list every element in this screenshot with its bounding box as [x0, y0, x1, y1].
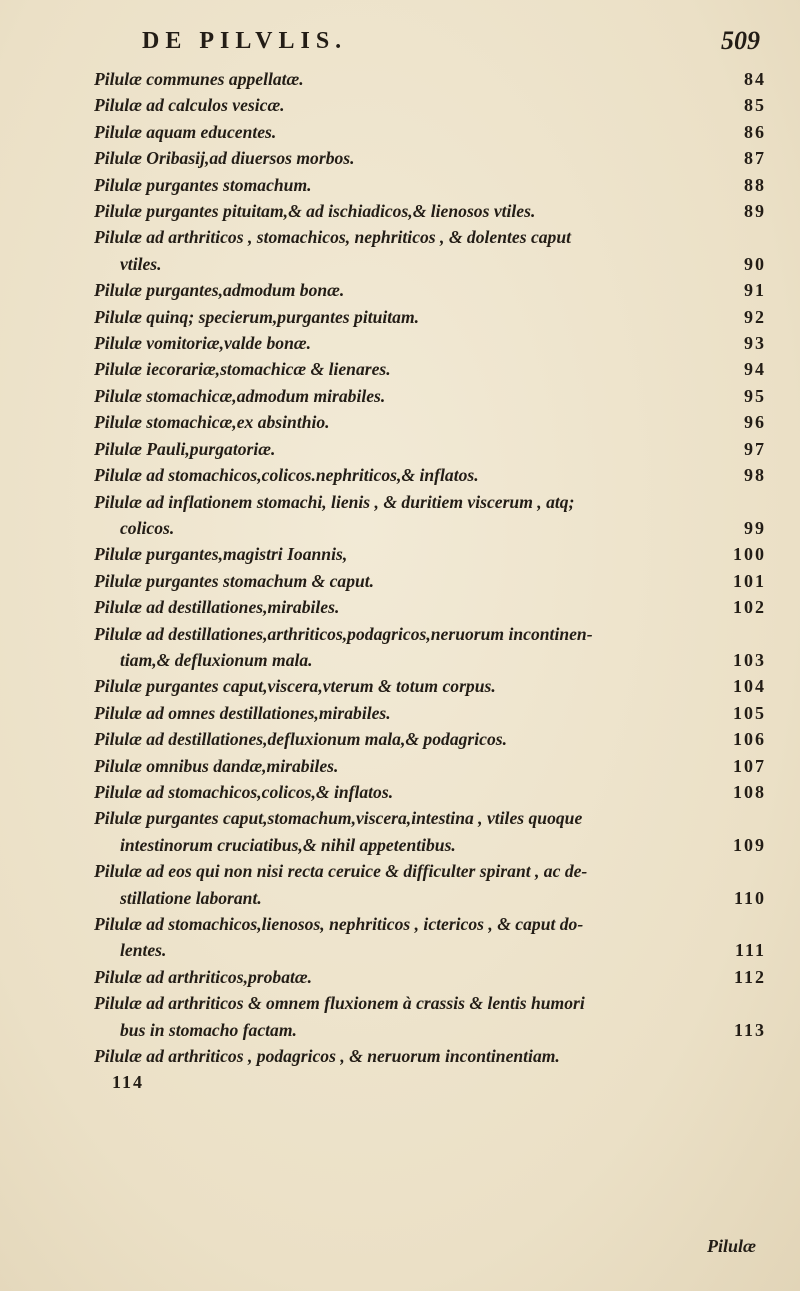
entry-continuation: lentes. — [120, 940, 167, 961]
index-entry — [94, 990, 772, 1043]
index-entry — [94, 436, 772, 462]
entry-page-number: 96 — [744, 412, 766, 433]
index-entry — [94, 462, 772, 488]
entry-page-number: 107 — [733, 755, 766, 776]
index-entry — [94, 673, 772, 699]
entry-page-number: 98 — [744, 465, 766, 486]
entry-title: Pilulæ vomitoriæ,valde bonæ. — [94, 333, 311, 354]
entry-page-number: 108 — [733, 781, 766, 802]
entry-page-number: 110 — [733, 887, 766, 908]
entry-title: Pilulæ stomachicæ,admodum mirabiles. — [94, 385, 386, 406]
entry-page-number: 100 — [733, 544, 766, 565]
page-number: 509 — [721, 26, 760, 55]
entry-title: Pilulæ ad destillationes,defluxionum mala,& podagricos. — [94, 729, 507, 750]
index-entry — [94, 383, 772, 409]
entry-page-number: 103 — [733, 649, 766, 670]
entry-title: Pilulæ purgantes,admodum bonæ. — [94, 280, 345, 301]
entry-title: Pilulæ ad inflationem stomachi, lienis , & duritiem viscerum , atq; — [94, 491, 575, 512]
entry-page-number: 92 — [744, 306, 766, 327]
entry-title: Pilulæ ad arthriticos,probatæ. — [94, 966, 312, 987]
index-entry — [94, 568, 772, 594]
entry-title: Pilulæ purgantes stomachum & caput. — [94, 570, 375, 591]
index-entry — [94, 726, 772, 752]
index-entry — [94, 541, 772, 567]
entry-title: Pilulæ ad arthriticos & omnem fluxionem à crassis & lentis humori — [94, 993, 585, 1014]
entry-title: Pilulæ ad arthriticos , podagricos , & neruorum incontinentiam. — [94, 1046, 560, 1067]
entry-page-number: 99 — [744, 517, 766, 538]
index-entry — [94, 330, 772, 356]
entry-title: Pilulæ ad calculos vesicæ. — [94, 95, 285, 116]
entry-title: Pilulæ purgantes stomachum. — [94, 174, 312, 195]
page-header — [94, 22, 772, 60]
entry-page-number: 109 — [733, 834, 766, 855]
entry-page-number: 85 — [744, 95, 766, 116]
entry-page-number: 114 — [112, 1072, 145, 1093]
index-entry — [94, 621, 772, 674]
entry-title: Pilulæ purgantes caput,stomachum,viscera,intestina , vtiles quoque — [94, 808, 583, 829]
entry-title: Pilulæ ad stomachicos,colicos.nephriticos,& inflatos. — [94, 465, 479, 486]
entry-continuation: vtiles. — [120, 253, 162, 274]
entry-title: Pilulæ purgantes caput,viscera,vterum & totum corpus. — [94, 676, 496, 697]
entry-page-number: 93 — [744, 333, 766, 354]
entry-continuation: colicos. — [120, 517, 175, 538]
entry-title: Pilulæ ad stomachicos,colicos,& inflatos. — [94, 781, 394, 802]
entry-continuation: stillatione laborant. — [120, 887, 262, 908]
entry-page-number: 113 — [733, 1019, 766, 1040]
index-entry — [94, 753, 772, 779]
entry-page-number: 106 — [733, 729, 766, 750]
index-entry — [94, 858, 772, 911]
entry-title: Pilulæ ad arthriticos , stomachicos, nephriticos , & dolentes caput — [94, 227, 572, 248]
index-entry — [94, 172, 772, 198]
entry-page-number: 89 — [744, 201, 766, 222]
entry-title: Pilulæ ad stomachicos,lienosos, nephriticos , ictericos , & caput do- — [94, 914, 584, 934]
entry-page-number: 111 — [734, 940, 766, 961]
entry-continuation: bus in stomacho factam. — [120, 1019, 297, 1040]
index-entry — [94, 277, 772, 303]
index-entry — [94, 779, 772, 805]
index-entry — [94, 92, 772, 118]
index-entry — [94, 145, 772, 171]
index-entry — [94, 224, 772, 277]
index-entry — [94, 594, 772, 620]
entry-title: Pilulæ stomachicæ,ex absinthio. — [94, 412, 330, 433]
index-entry — [94, 489, 772, 542]
index-entry — [94, 198, 772, 224]
entry-page-number: 97 — [744, 438, 766, 459]
entry-title: Pilulæ quinq; specierum,purgantes pituitam. — [94, 306, 420, 327]
entry-continuation: intestinorum cruciatibus,& nihil appetentibus. — [120, 834, 456, 855]
index-entry — [94, 66, 772, 92]
entry-title: Pilulæ omnibus dandæ,mirabiles. — [94, 755, 339, 776]
index-entry — [94, 119, 772, 145]
entry-continuation: tiam,& defluxionum mala. — [120, 649, 313, 670]
entry-page-number: 90 — [744, 253, 766, 274]
entry-title: Pilulæ Oribasij,ad diuersos morbos. — [94, 148, 355, 169]
index-list — [94, 66, 772, 1096]
entry-title: Pilulæ communes appellatæ. — [94, 69, 304, 89]
index-entry — [94, 964, 772, 990]
entry-title: Pilulæ aquam educentes. — [94, 121, 277, 142]
entry-title: Pilulæ Pauli,purgatoriæ. — [94, 438, 276, 459]
entry-page-number: 86 — [744, 121, 766, 142]
entry-page-number: 105 — [733, 702, 766, 723]
index-entry — [94, 304, 772, 330]
index-entry — [94, 805, 772, 858]
entry-page-number: 104 — [733, 676, 766, 697]
entry-title: Pilulæ ad destillationes,mirabiles. — [94, 597, 340, 618]
entry-title: Pilulæ ad omnes destillationes,mirabiles. — [94, 702, 391, 723]
entry-title: Pilulæ iecorariæ,stomachicæ & lienares. — [94, 359, 391, 380]
entry-page-number: 102 — [733, 597, 766, 618]
index-entry — [94, 1043, 772, 1096]
entry-page-number: 88 — [744, 174, 766, 195]
entry-page-number: 94 — [744, 359, 766, 380]
catchword: Pilulæ — [706, 1236, 756, 1256]
index-entry — [94, 911, 772, 964]
index-entry — [94, 409, 772, 435]
running-head: DE PILVLIS. — [142, 28, 348, 54]
entry-title: Pilulæ ad destillationes,arthriticos,podagricos,neruorum incontinen- — [94, 623, 593, 644]
entry-page-number: 101 — [733, 570, 766, 591]
index-entry — [94, 700, 772, 726]
entry-page-number: 112 — [733, 966, 766, 987]
index-entry — [94, 356, 772, 382]
entry-title: Pilulæ purgantes pituitam,& ad ischiadicos,& lienosos vtiles. — [94, 201, 536, 222]
entry-page-number: 95 — [744, 385, 766, 406]
entry-page-number: 91 — [744, 280, 766, 301]
entry-page-number: 84 — [744, 69, 766, 89]
entry-title: Pilulæ purgantes,magistri Ioannis, — [94, 544, 348, 565]
entry-page-number: 87 — [744, 148, 766, 169]
entry-title: Pilulæ ad eos qui non nisi recta ceruice & difficulter spirant , ac de- — [94, 861, 588, 882]
